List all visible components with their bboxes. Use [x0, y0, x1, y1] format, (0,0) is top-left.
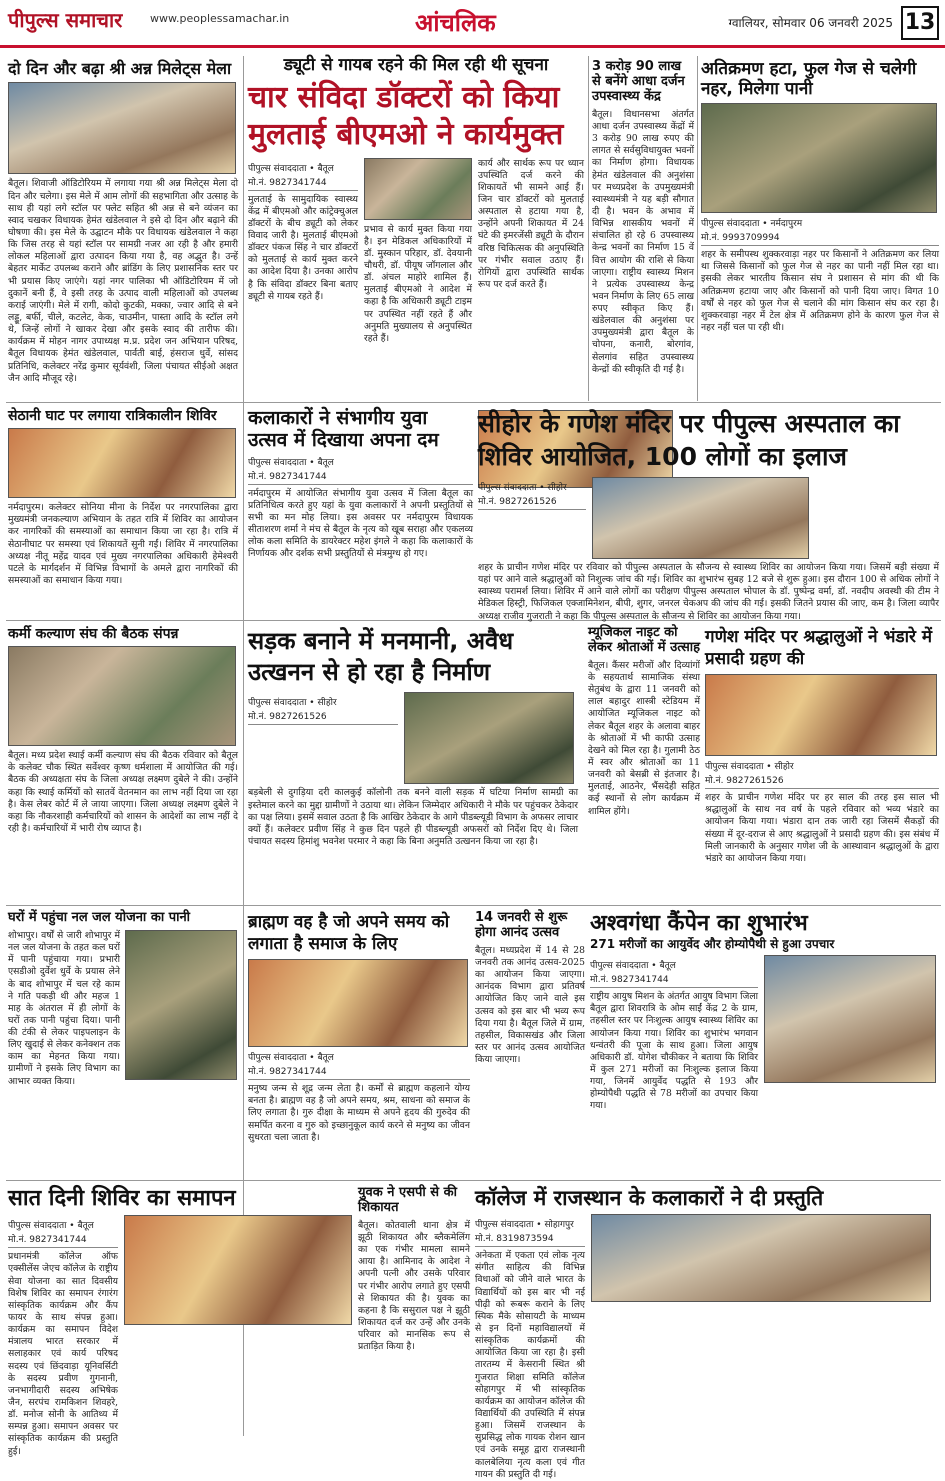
headline: चार संविदा डॉक्टरों को किया मुलताई बीएमओ ने कार्यमुक्त	[248, 79, 564, 153]
article-millet-fair	[8, 60, 238, 398]
headline: 3 करोड़ 90 लाख से बनेंगे आधा दर्जन उपस्वास्थ्य केंद्र	[592, 59, 685, 104]
article-sp-complaint	[358, 1186, 470, 1441]
column-rule	[697, 56, 698, 401]
article-body-col2: प्रभाव से कार्य मुक्त किया गया है। इन मेडिकल अधिकारियों में डॉ. मुस्कान परिहार, डॉ. देवयानी चौधरी, डॉ. पीयूष जॉगलाल और डॉ. अंचल माहोरे शामिल हैं। मुलताई बीएमओ ने आदेश में कहा है कि अधिकारी ड्यूटी टाइम पर उपस्थित नहीं रहते हैं और अनुमति मुख्यालय से अनुपस्थित रहते हैं।	[363, 223, 472, 344]
article-body: नर्मदापुरम। कलेक्टर सोनिया मीना के निर्देश पर नगरपालिका द्वारा मुख्यमंत्री जनकल्याण अभियान के तहत रात्रि में शिविर का आयोजन कर नागरिकों की समस्याओं का समाधान किया जा रहा है। रात्रि में सेठानीघाट पर समस्या एवं शिकायतें सुनी गईं। शिविर में नगरपालिका अध्यक्ष नीतू महेंद्र यादव एवं मुख्य नगरपालिका अधिकारी हेमेश्वरी पटले के मार्गदर्शन में विभिन्न विभागों के अमले द्वारा नागरिकों की समस्याओं का समाधान किया गया।	[8, 502, 238, 586]
article-encroachment	[701, 60, 939, 398]
article-bhandara	[705, 626, 939, 901]
kicker: ड्यूटी से गायब रहने की मिल रही थी सूचना	[283, 55, 549, 75]
article-photo	[8, 82, 236, 174]
section-title: आंचलिक	[415, 9, 496, 37]
column-rule	[588, 56, 589, 401]
headline: घरों में पहुंचा नल जल योजना का पानी	[8, 910, 191, 925]
headline: अश्वगंधा कैंपेन का शुभारंभ	[590, 911, 808, 936]
masthead	[0, 0, 945, 48]
article-body: शहर के प्राचीन गणेश मंदिर पर रविवार को पीपुल्स अस्पताल के सौजन्य से स्वास्थ्य शिविर का आयोजन किया गया। जिसमें बड़ी संख्या में यहां पर आने वाले श्रद्धालुओं को निशुल्क जांच की गई। शिविर का शुभारंभ सुबह 12 बजे से शुरू हुआ। इस दौरान 100 से अधिक लोगों ने स्वास्थ्य परामर्श लिया। शिविर में आने वाले लोगों का परीक्षण पीपुल्स अस्पताल भोपाल के डॉ. पुष्पेन्द्र वर्मा, डॉ. नवदीप अवस्थी की टीम ने मेडिकल हिस्ट्री, फिजिकल एक्जामिनेशन, बीपी, शुगर, जनरल चेकअप की जांच की गई। इसकी जितने प्रयास की जाए, कम है। जिला व्यापैर अध्यक्ष राजीव गुजराती ने कहा कि पीपुल्स अस्पताल के सौजन्य से शिविर का आयोजन किया गया।	[478, 562, 939, 622]
article-photo	[125, 930, 237, 1080]
headline: सीहोर के गणेश मंदिर पर पीपुल्स अस्पताल का शिविर आयोजित, 100 लोगों का इलाज	[478, 409, 900, 471]
article-photo	[8, 428, 236, 498]
article-ganesh-camp	[478, 408, 939, 622]
article-body: राष्ट्रीय आयुष मिशन के अंतर्गत आयुष विभाग जिला बैतूल द्वारा शिवरात्रि के ओम साईं केंद्र 2 के ग्राम, तहसील स्तर पर निःशुल्क आयुष स्वास्थ्य शिविर का आयोजन किया गया। शिविर का शुभारंभ भगवान धन्वंतरी की पूजा के साथ हुआ। जिला आयुष अधिकारी डॉ. योगेश चौकीकर ने बताया कि शिविर में कुल 271 मरीजों का निःशुल्क इलाज किया गया, जिनमें आयुर्वेद पद्धति से 193 और होम्योपैथी पद्धति से 78 मरीजों का उपचार किया गया।	[590, 991, 758, 1112]
page-number: 13	[901, 6, 939, 40]
headline: अतिक्रमण हटा, फुल गेज से चलेगी नहर, मिलेगा पानी	[701, 59, 917, 99]
article-photo	[404, 692, 574, 784]
article-body: बैतूल। कोतवाली थाना क्षेत्र में झूठी शिकायत और ब्लैकमेलिंग का एक गंभीर मामला सामने आया है। आमिनाद के आदेश ने अपनी पत्नी और उसके परिवार पर गंभीर आरोप लगाते हुए एसपी से शिकायत की है। युवक का कहना है कि ससुराल पक्ष ने झूठी शिकायत दर्ज कर उन्हें और उनके परिवार को मानसिक रूप से प्रताड़ित किया है।	[358, 1219, 470, 1353]
subheadline: 271 मरीजों का आयुर्वेद और होम्योपैथी से हुआ उपचार	[590, 937, 835, 952]
article-body: मनुष्य जन्म से शूद्र जन्म लेता है। कर्मों से ब्राह्मण कहलाने योग्य बनता है। ब्राह्मण वह है जो अपने समय, श्रम, साधना को समाज के लिए लगाता है। गुरु दीक्षा के माध्यम से अपने हृदय की गुरुदेव की समर्पित करना व गुरु को इच्छानुकूल कार्य करने से मनुष्य का जीवन सुधरता चला जाता है।	[248, 1083, 470, 1143]
headline: कॉलेज में राजस्थान के कलाकारों ने दी प्रस्तुति	[475, 1186, 824, 1210]
mobile-number: मो.नं. 9827341744	[248, 175, 358, 191]
byline: पीपुल्स संवाददाता • बैतूल	[248, 457, 334, 468]
byline: पीपुल्स संवाददाता • सीहोर	[705, 762, 794, 773]
article-body-col3: कार्य और सार्थक रूप पर ध्यान उपस्थिति दर्ज करने की शिकायतें भी सामने आई हैं। जिन चार डॉक्टरों को मुलताई अस्पताल से हटाया गया है, उन्होंने अपनी शिकायत में 24 घंटे की इमरजेंसी ड्यूटी के दौरान वरिष्ठ चिकित्सक की अनुपस्थिति पर गंभीर सवाल उठाए हैं। रोगियों द्वारा उपस्थिति सार्थक रूप पर दर्ज करते हैं।	[477, 157, 584, 290]
headline: दो दिन और बढ़ा श्री अन्न मिलेट्स मेला	[8, 59, 232, 78]
article-body: प्रधानमंत्री कॉलेज ऑफ एक्सीलेंस जेएच कॉलेज के राष्ट्रीय सेवा योजना का सात दिवसीय विशेष शिविर का समापन रंगारंग सांस्कृतिक कार्यक्रम और कैंप फायर के साथ संपन्न हुआ। कार्यक्रम का समापन विदेश मंत्रालय भारत सरकार में सलाहकार एवं कार्य परिषद सदस्य एवं छिंदवाड़ा यूनिवर्सिटी के सदस्य प्रवीण गुगनानी, जनभागीदारी सदस्य अभिषेक जैन, सरपंच रामकिशन शिवहरे, डॉ. मनोज सोनी के आतिथ्य में सम्पन्न हुआ। समापन अवसर पर सांस्कृतिक कार्यक्रम की प्रस्तुति हुई।	[8, 1251, 118, 1457]
mobile-number: मो.नं. 9827341744	[8, 1232, 118, 1248]
article-body-col1: मुलताई के सामुदायिक स्वास्थ्य केंद्र में बीएमओ और कांट्रेक्चुअल डॉक्टरों के बीच ड्यूटी को लेकर विवाद जारी है। मुलताई बीएमओ डॉक्टर पंकज सिंह ने चार डॉक्टरों को मुलताई से कार्य मुक्त करने का आदेश दिया है। उनका आरोप है कि संविदा डॉक्टर बिना बताए ड्यूटी से गायब रहते हैं।	[248, 193, 358, 302]
headline: कलाकारों ने संभागीय युवा उत्सव में दिखाया अपना दम	[248, 407, 439, 451]
article-body: शहर के प्राचीन गणेश मंदिर पर हर साल की तरह इस साल भी श्रद्धालुओं के साथ नव वर्ष के पहले रविवार को भव्य भंडारे का आयोजन किया गया। भंडारा दान तक जारी रहा जिसमें सैकड़ों की संख्या में दूर-दराज से आए श्रद्धालुओं ने प्रसादी ग्रहण की। इस संबंध में मिली जानकारी के अनुसार गणेश जी के आस्थावान श्रद्धालुओं के द्वारा भंडारे का आयोजन किया गया।	[705, 792, 939, 864]
byline: पीपुल्स संवाददाता • बैतूल	[248, 163, 334, 174]
byline: पीपुल्स संवाददाता • सीहोर	[248, 698, 337, 709]
article-karmi-sangh	[8, 626, 238, 901]
byline: पीपुल्स संवाददाता • बैतूल	[248, 1053, 334, 1064]
newspaper-logo: पीपुल्स समाचार	[8, 8, 123, 32]
byline: पीपुल्स संवाददाता • बैतूल	[8, 1221, 94, 1232]
article-road	[248, 626, 578, 901]
article-anand-utsav	[475, 911, 585, 1176]
article-photo	[364, 158, 472, 220]
headline: सड़क बनाने में मनमानी, अवैध उत्खनन से हो रहा है निर्माण	[248, 627, 514, 687]
article-photo	[248, 959, 468, 1047]
byline: पीपुल्स संवाददाता • सीहोर	[478, 483, 567, 493]
article-body: नर्मदापुरम में आयोजित संभागीय युवा उत्सव में जिला बैतूल का प्रतिनिधित्व करते हुए यहां के युवा कलाकारों ने अपनी प्रस्तुतियों से सभी का मन मोह लिया। इस अवसर पर नर्मदापुरम विधायक सीताशरण शर्मा ने मंच से बैतूल के नृत्य को खूब सराहा और एकलव्य लोक कला समिति के डायरेक्टर महेश इंगले ने कहा कि कलाकारों के निर्णायक और दर्शक सभी प्रस्तुतियों से मंत्रमुग्ध हो गए।	[248, 487, 473, 560]
article-photo	[592, 477, 810, 559]
article-body: बड़बेली से दुगड़िया दरी कालकुई कॉलोनी तक बनने वाली सड़क में घटिया निर्माण सामग्री का इस्तेमाल करने का मुद्दा ग्रामीणों ने उठाया था। लेकिन जिम्मेदार अधिकारी ने मौके पर पहुंचकर ठेकेदार का पक्ष लिया। इसमें सवाल उठता है कि आखिर ठेकेदार के आगे पीडब्ल्यूडी विभाग के अफसर लाचार क्यों हैं। कलेक्टर प्रवीण सिंह ने कुछ दिन पहले ही पीडब्ल्यूडी अफसरों को निर्देश दिए थे। जिला पंचायत सदस्य हिमांशु भवनेश परमार ने कहा कि बिना अनुमति उत्खनन किया जा रहा है।	[248, 787, 579, 847]
article-water-supply	[8, 911, 238, 1176]
article-photo	[8, 646, 236, 746]
article-body: बैतूल। कैंसर मरीजों और दिव्यांगों के सहयतार्थ सामाजिक संस्था सेतुबंध के द्वारा 11 जनवरी को लाल बहादुर शास्त्री स्टेडियम में आयोजित म्यूजिकल नाइट को लेकर बैतूल शहर के अलावा बाहर के श्रोताओं में भी काफी उत्साह देखने को मिल रहा है। गुलामी ठेठ में स्वर और श्रोताओं का 11 जनवरी को बेसब्री से इंतजार है। मुलताई, आठनेर, भैंसदेही सहित कई स्थानों से लोग कार्यक्रम में शामिल होंगे।	[588, 659, 700, 817]
article-photo	[764, 955, 936, 1083]
mobile-number: मो.नं. 9827341744	[590, 972, 758, 988]
article-seven-day-camp	[8, 1186, 353, 1457]
article-health-centres	[592, 60, 694, 398]
article-sethani-ghat	[8, 408, 238, 616]
mobile-number: मो.नं. 9827261526	[705, 773, 939, 789]
article-photo	[591, 1214, 931, 1302]
article-photo	[705, 674, 937, 756]
headline: ब्राह्मण वह है जो अपने समय को लगाता है समाज के लिए	[248, 912, 450, 955]
mobile-number: मो.नं. 9827261526	[248, 709, 398, 725]
mobile-number: मो.नं. 8319873594	[475, 1231, 585, 1247]
article-musical-night	[588, 626, 700, 901]
mobile-number: मो.नं. 9827341744	[248, 1064, 470, 1080]
byline: पीपुल्स संवाददाता • बैतूल	[590, 961, 676, 972]
article-body: बैतूल। शिवाजी ऑडिटोरियम में लगाया गया श्री अन्न मिलेट्स मेला दो दिन और चलेगा। इस मेले में आम लोगों की सहभागिता और उत्साह के साथ ही यहां लगे स्टॉल पर फ्लेट सहित श्री अन्न से बने व्यंजन का स्वाद चखकर विधायक हेमंत खंडेलवाल ने इसे दो दिन और बढ़ाने की घोषणा की। इस मेले के उद्घाटन मौके पर विधायक खंडेलवाल ने कहा कि जिस तरह से यहां स्टॉल पर सामग्री नजर आ रही है और हमारी लोकल महिलाओं द्वारा उत्पादन किया गया है, वह अद्भुत है। उन्हें बेहतर मार्केट उपलब्ध कराने और ब्रांडिंग के लिए प्रशासनिक स्तर पर भी प्रयास किए जाएंगे। यहां नगर पालिका भी ऑडिटोरियम में जो दुकानें बनी हैं, वे इसी तरह के उत्पाद वाली महिलाओं को उपलब्ध कराई जाएंगी। मेले में रागी, कोदो कुटकी, मक्का, ज्वार आदि से बने लड्डू, बर्फी, चीले, कटलेट, केक, चाउमीन, पास्ता आदि के स्टॉल लगे थे, जिन्हें लोगों ने खाकर देखा और इसके स्वाद की तारीफ की। कार्यक्रम में मोहन नागर उपाध्यक्ष म.प्र. प्रदेश जन अभियान परिषद, बैतूल विधायक हेमंत खंडेलवाल, पार्वती बाई, हंसराज धुर्वे, सांसद प्रतिनिधि, कलेक्टर नरेंद्र कुमार सूर्यवंशी, जिला पंचायत सीईओ अक्षत जैन आदि मौजूद रहे।	[8, 178, 238, 384]
article-ashwagandha	[590, 911, 939, 1176]
article-body: बैतूल। मध्यप्रदेश में 14 से 28 जनवरी तक आनंद उत्सव-2025 का आयोजन किया जाएगा। आनंदक विभाग द्वारा प्रतिवर्ष आयोजित किए जाने वाले इस उत्सव को इस बार भी भव्य रूप दिया गया है। बैतूल जिले में ग्राम, तहसील, विकासखंड और जिला स्तर पर आनंद उत्सव आयोजित किया जाएगा।	[475, 944, 585, 1066]
article-photo	[701, 103, 937, 213]
headline: म्यूजिकल नाइट को लेकर श्रोताओं में उत्साह	[588, 625, 701, 655]
row-rule	[6, 402, 941, 403]
article-body: शोभापुर। वर्षों से जारी शोभापुर में नल जल योजना के तहत कल घरों में पानी पहुंचाया गया। प्रभारी एसडीओ दुर्वेश धुर्वे के प्रयास लेने के बाद शोभापुर में चल रहे काम ने गति पकड़ी थी और महज 1 माह के अंतराल में ही लोगों के घरों तक पानी पहुंचा दिया। पानी की टंकी से लेकर पाइपलाइन के लिए खुदाई से लेकर कनेक्शन तक काम का मेहनत किया गया। ग्रामीणों ने इसके लिए विभाग का आभार व्यक्त किया।	[8, 929, 120, 1087]
headline: सात दिनी शिविर का समापन	[8, 1186, 236, 1211]
headline: 14 जनवरी से शुरू होगा आनंद उत्सव	[475, 910, 568, 940]
article-photo	[124, 1215, 352, 1325]
byline: पीपुल्स संवाददाता • नर्मदापुरम	[701, 219, 803, 230]
dateline: ग्वालियर, सोमवार 06 जनवरी 2025	[728, 16, 893, 30]
headline: युवक ने एसपी से की शिकायत	[358, 1185, 457, 1215]
article-body: बैतूल। विधानसभा अंतर्गत आधा दर्जन उपस्वास्थ्य केंद्रों में 3 करोड़ 90 लाख रुपए की लागत से सर्वसुविधायुक्त भवनों का निर्माण होगा। विधायक हेमंत खंडेलवाल की अनुशंसा पर मध्यप्रदेश के उपमुख्यमंत्री स्वास्थ्यमंत्री ने यह बड़ी सौगात दी है। भवन के अभाव में विभिन्न शासकीय भवनों में संचालित हो रहे 6 उपस्वास्थ्य केन्द्र भवनों का निर्माण 15 वें वित्त आयोग की राशि से किया जाएगा। राष्ट्रीय स्वास्थ्य मिशन ने प्रत्येक उपस्वास्थ्य केन्द्र भवन निर्माण के लिए 65 लाख रुपए स्वीकृत किए हैं। खंडेलवाल की अनुशंसा पर उपमुख्यमंत्री द्वारा बैतूल के चोपना, कनारी, बोरगांव, सेलगांव सहित उपस्वास्थ्य केन्द्रों की स्वीकृति दी गई है।	[592, 108, 694, 375]
article-rajasthan-artists	[475, 1186, 939, 1480]
headline: कर्मी कल्याण संघ की बैठक संपन्न	[8, 626, 179, 642]
article-youth-festival	[248, 408, 473, 616]
website-url[interactable]: www.peoplessamachar.in	[150, 12, 290, 25]
article-doctors	[248, 56, 584, 398]
article-body: अनेकता में एकता एवं लोक नृत्य संगीत साहित्य की विभिन्न विधाओं को जीने वाले भारत के विद्यार्थियों को इस बार भी नई पीढ़ी को रूबरू कराने के लिए स्पिक मैके सोसायटी के माध्यम से इन दिनों महाविद्यालयों में सांस्कृतिक कार्यक्रमों की आयोजित किया जा रहा है। इसी तारतम्य में केसरानी स्थित श्री गुजरात शिक्षा समिति कॉलेज सोहागपुर में भी सांस्कृतिक कार्यक्रम का आयोजन कॉलेज की विद्यार्थियों की उपस्थिति में संपन्न हुआ। जिसमें राजस्थान के सुप्रसिद्ध लोक गायक रोशन खान एवं उनके समूह द्वारा राजस्थानी कालबेलिया नृत्य कला एवं गीत गायन की प्रस्तुति दी गई।	[475, 1250, 585, 1480]
mobile-number: मो.नं. 9827261526	[478, 494, 586, 510]
mobile-number: मो.नं. 9827341744	[248, 469, 473, 485]
article-body: शहर के समीपस्थ शुक्करवाड़ा नहर पर किसानों ने अतिक्रमण कर लिया था जिससे किसानों को फुल गेज से नहर का पानी नहीं मिल रहा था। इसकी लेकर भारतीय किसान संघ ने प्रशासन से मांग की थी कि अतिक्रमण हटाया जाए और किसानों को पानी दिया जाए। विगत 10 वर्षों से नहर को फुल गेज से चलाने की मांग किसान संघ कर रहा है। शुक्करवाड़ा नहर में टेल क्षेत्र में अतिक्रमण होने के कारण फुल गेज से नहर नहीं चल पा रही थी।	[701, 249, 939, 333]
headline: सेठानी घाट पर लगाया रात्रिकालीन शिविर	[8, 408, 217, 424]
row-rule	[6, 905, 941, 906]
headline: गणेश मंदिर पर श्रद्धालुओं ने भंडारे में प्रसादी ग्रहण की	[705, 627, 933, 670]
mobile-number: मो.नं. 9993709994	[701, 230, 939, 246]
byline: पीपुल्स संवाददाता • सोहागपुर	[475, 1220, 574, 1231]
article-brahmin	[248, 911, 470, 1176]
row-rule	[6, 1180, 941, 1181]
article-body: बैतूल। मध्य प्रदेश स्थाई कर्मी कल्याण संघ की बैठक रविवार को बैतूल के कलेक्ट चौक स्थित सर्वेश्वर कृष्ण धर्मशाला में आयोजित की गई। बैठक की अध्यक्षता संघ के जिला अध्यक्ष लक्ष्मण दुबेले ने की। उन्होंने कहा कि स्थाई कर्मियों को सातवें वेतनमान का लाभ नहीं दिया जा रहा है। केस लेबर कोर्ट में ले जाया जाएगा। जिला अध्यक्ष लक्ष्मण दुबेले ने कहा कि नौकरशाही कर्मचारियों को शासन के आदेशों का लाभ नहीं दे रही है। कर्मचारियों में भारी रोष व्याप्त है।	[8, 750, 238, 834]
